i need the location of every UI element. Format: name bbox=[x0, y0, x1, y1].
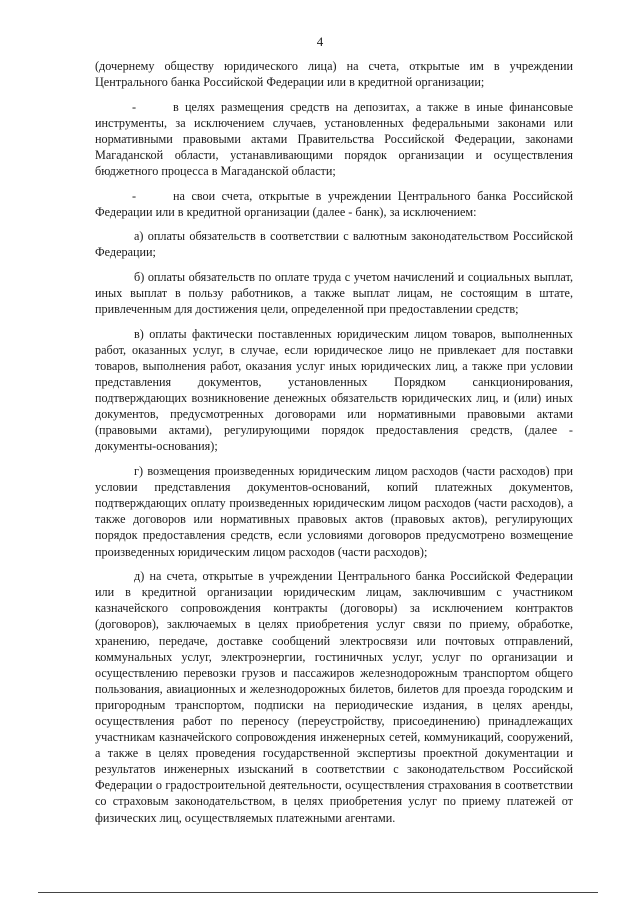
paragraph-item-a: а) оплаты обязательств в соответствии с валютным законодательством Российской Федерации; bbox=[95, 229, 573, 260]
list-dash: - bbox=[131, 99, 137, 114]
paragraph-deposits bbox=[95, 99, 573, 179]
list-dash: - bbox=[131, 188, 137, 203]
page-number: 4 bbox=[316, 34, 324, 49]
document-body bbox=[95, 58, 573, 834]
paragraph-item-g: г) возмещения произведенных юридическим лицом расходов (части расходов) при условии представления документов-оснований, копий платежных документов, подтверждающих оплату произведенных юридическим лицом расходов (части расходов), а также договоров или нормативных правовых актов (правовых актов), регулирующих порядок предоставления средств, если условиями договоров предусмотрено возмещение произведенных юридическим лицом расходов (части расходов); bbox=[95, 464, 573, 559]
paragraph-item-v: в) оплаты фактически поставленных юридическим лицом товаров, выполненных работ, оказанных услуг, в случае, если юридическое лицо не привлекает для поставки товаров, выполнения работ, оказания услуг иных юридических лиц, а также при условии представления документов, установленных Порядком санкционирования, подтверждающих возникновение денежных обязательств юридических лиц, и (или) иных документов, предусмотренных договорами или нормативными правовыми актами (правовыми актами), регулирующими порядок предоставления средств, (далее - документы-основания); bbox=[95, 326, 573, 454]
paragraph-own-accounts bbox=[95, 188, 573, 220]
paragraph-item-d: д) на счета, открытые в учреждении Центрального банка Российской Федерации или в кредитной организации юридическим лицам, заключившим с участником казначейского сопровождения контракты (договоры) за исключением контрактов (договоров), заключаемых в целях приобретения услуг связи по приему, обработке, хранению, передаче, доставке сообщений электросвязи или почтовых отправлений, коммунальных услуг, электроэнергии, гостиничных услуг, услуг по организации и осуществлению перевозки грузов и пассажиров железнодорожным транспортом общего пользования, авиационных и железнодорожных билетов, билетов для проезда городским и пригородным транспортом, подписки на периодические издания, в целях аренды, осуществления работ по переносу (переустройству, присоединению) принадлежащих участникам казначейского сопровождения инженерных сетей, коммуникаций, сооружений, а также в целях проведения государственной экспертизы проектной документации и результатов инженерных изысканий в соответствии с законодательством Российской Федерации о градостроительной деятельности, осуществления страхования в соответствии со страховым законодательством, в целях приобретения услуг по приему платежей от физических лиц, осуществляемых платежными агентами. bbox=[95, 569, 573, 825]
paragraph-deposits-text: в целях размещения средств на депозитах, а также в иные финансовые инструменты, за исключением случаев, установленных федеральными законами или нормативными правовыми актами Правительства Российской Федерации, законами Магаданской области, устанавливающими порядок организации и осуществления бюджетного процесса в Магаданской области; bbox=[95, 99, 573, 179]
paragraph-item-b: б) оплаты обязательств по оплате труда с учетом начислений и социальных выплат, иных выплат в пользу работников, а также выплат лицам, не состоящим в штате, привлеченным для достижения цели, определенной при предоставлении средств; bbox=[95, 270, 573, 317]
paragraph-own-accounts-text: на свои счета, открытые в учреждении Центрального банка Российской Федерации или в кредитной организации (далее - банк), за исключением: bbox=[95, 188, 573, 219]
paragraph-continuation: (дочернему обществу юридического лица) на счета, открытые им в учреждении Центрального банка Российской Федерации или в кредитной организации; bbox=[95, 59, 573, 90]
bottom-scan-line bbox=[38, 892, 598, 893]
